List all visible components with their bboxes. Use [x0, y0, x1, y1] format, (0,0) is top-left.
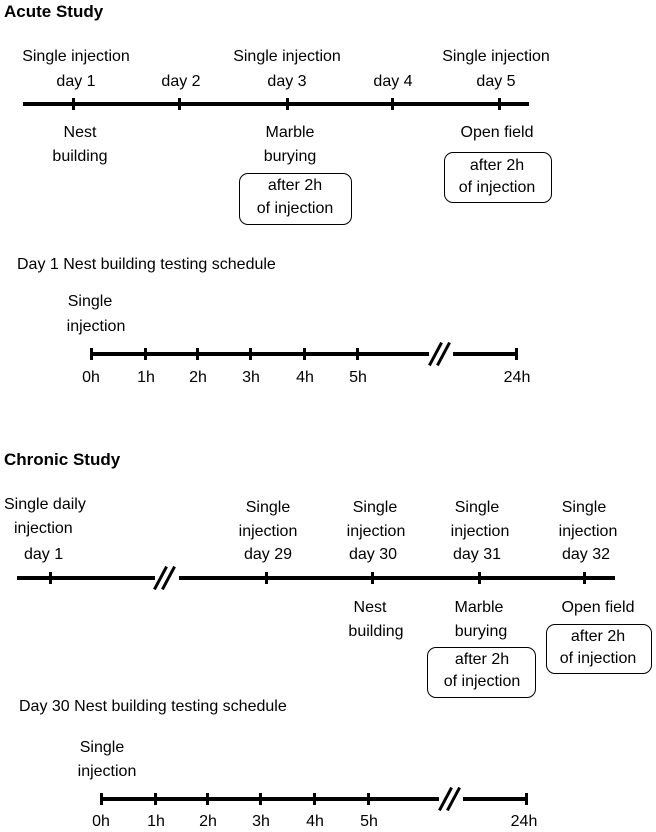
chronic-day30-line2: injection [346, 523, 406, 540]
chronic-openfield-after-2: of injection [559, 650, 637, 667]
chronic-schedule-tick-0h [100, 793, 103, 805]
chronic-marble-after-1: after 2h [454, 651, 510, 668]
chronic-day31-line2: injection [450, 523, 510, 540]
acute-openfield-label: Open field [460, 124, 534, 141]
acute-openfield-after-1: after 2h [469, 157, 525, 174]
chronic-schedule-tick-4h [313, 793, 316, 805]
chronic-hour-label: 3h [252, 813, 270, 830]
acute-tick-day3 [286, 98, 289, 110]
chronic-openfield-label: Open field [561, 599, 635, 616]
chronic-schedule-tick-5h [367, 793, 370, 805]
acute-hour-label: 4h [296, 369, 314, 386]
chronic-tick-day32 [583, 572, 586, 584]
chronic-schedule-tick-24h [525, 793, 528, 805]
chronic-tick-day29 [265, 572, 268, 584]
chronic-hour-label: 5h [360, 813, 378, 830]
chronic-hour-label: 2h [199, 813, 217, 830]
chronic-day30-line3: day 30 [348, 546, 398, 563]
acute-schedule-injection-2: injection [66, 318, 126, 335]
acute-hour-label: 5h [349, 369, 367, 386]
chronic-hour-label: 4h [306, 813, 324, 830]
chronic-marble-after-2: of injection [443, 673, 521, 690]
acute-schedule-injection-1: Single [67, 293, 113, 310]
chronic-day31-line3: day 31 [452, 546, 502, 563]
chronic-hour-label: 0h [92, 813, 110, 830]
acute-hour-label: 1h [137, 369, 155, 386]
acute-day3-label: day 3 [267, 73, 307, 90]
acute-tick-day4 [391, 98, 394, 110]
chronic-tick-day30 [371, 572, 374, 584]
chronic-schedule-injection-2: injection [77, 763, 137, 780]
chronic-day30-line1: Single [352, 499, 398, 516]
acute-tick-day2 [178, 98, 181, 110]
chronic-nest-label-1: Nest [353, 599, 387, 616]
acute-day3-injection-label: Single injection [233, 48, 341, 65]
acute-day1-label: day 1 [56, 73, 96, 90]
chronic-schedule-tick-1h [154, 793, 157, 805]
chronic-hour-label: 1h [147, 813, 165, 830]
acute-nest-label-2: building [52, 148, 108, 165]
chronic-tick-day31 [478, 572, 481, 584]
chronic-day32-line1: Single [561, 499, 607, 516]
acute-schedule-tick-4h [303, 348, 306, 360]
chronic-tick-day1 [49, 572, 52, 584]
chronic-day1-line3: day 1 [24, 546, 64, 563]
chronic-day29-line2: injection [238, 523, 298, 540]
chronic-day32-line2: injection [558, 523, 618, 540]
acute-schedule-tick-1h [144, 348, 147, 360]
acute-day5-injection-label: Single injection [442, 48, 550, 65]
acute-day1-injection-label: Single injection [22, 48, 130, 65]
acute-nest-label-1: Nest [63, 124, 97, 141]
acute-tick-day1 [72, 98, 75, 110]
acute-study-title: Acute Study [4, 2, 104, 21]
chronic-schedule-tick-3h [259, 793, 262, 805]
chronic-day29-line3: day 29 [243, 546, 293, 563]
chronic-openfield-after-1: after 2h [570, 628, 626, 645]
chronic-day32-line3: day 32 [561, 546, 611, 563]
chronic-day1-line1: Single daily [4, 496, 86, 513]
acute-schedule-title: Day 1 Nest building testing schedule [17, 256, 276, 273]
acute-hour-label: 24h [503, 369, 531, 386]
chronic-day31-line1: Single [454, 499, 500, 516]
acute-hour-label: 0h [82, 369, 100, 386]
acute-openfield-after-2: of injection [458, 179, 536, 196]
chronic-nest-label-2: building [348, 623, 404, 640]
chronic-schedule-title: Day 30 Nest building testing schedule [19, 698, 287, 715]
acute-day2-label: day 2 [161, 73, 201, 90]
chronic-study-title: Chronic Study [4, 450, 121, 469]
chronic-day29-line1: Single [245, 499, 291, 516]
acute-marble-label-1: Marble [265, 124, 315, 141]
acute-tick-day5 [498, 98, 501, 110]
acute-day4-label: day 4 [373, 73, 413, 90]
acute-schedule-tick-0h [90, 348, 93, 360]
chronic-schedule-injection-1: Single [79, 739, 125, 756]
acute-day5-label: day 5 [476, 73, 516, 90]
acute-marble-after-2: of injection [256, 200, 334, 217]
chronic-timeline [17, 576, 615, 580]
chronic-day1-line2: injection [14, 520, 73, 537]
acute-marble-after-1: after 2h [267, 177, 323, 194]
acute-hour-label: 3h [242, 369, 260, 386]
acute-schedule-tick-3h [249, 348, 252, 360]
chronic-marble-label-1: Marble [454, 599, 504, 616]
acute-schedule-tick-24h [515, 348, 518, 360]
acute-schedule-tick-5h [356, 348, 359, 360]
acute-hour-label: 2h [189, 369, 207, 386]
chronic-schedule-tick-2h [206, 793, 209, 805]
acute-marble-label-2: burying [263, 148, 317, 165]
chronic-hour-label: 24h [510, 813, 538, 830]
acute-schedule-tick-2h [196, 348, 199, 360]
acute-timeline [23, 102, 529, 106]
chronic-marble-label-2: burying [454, 623, 508, 640]
